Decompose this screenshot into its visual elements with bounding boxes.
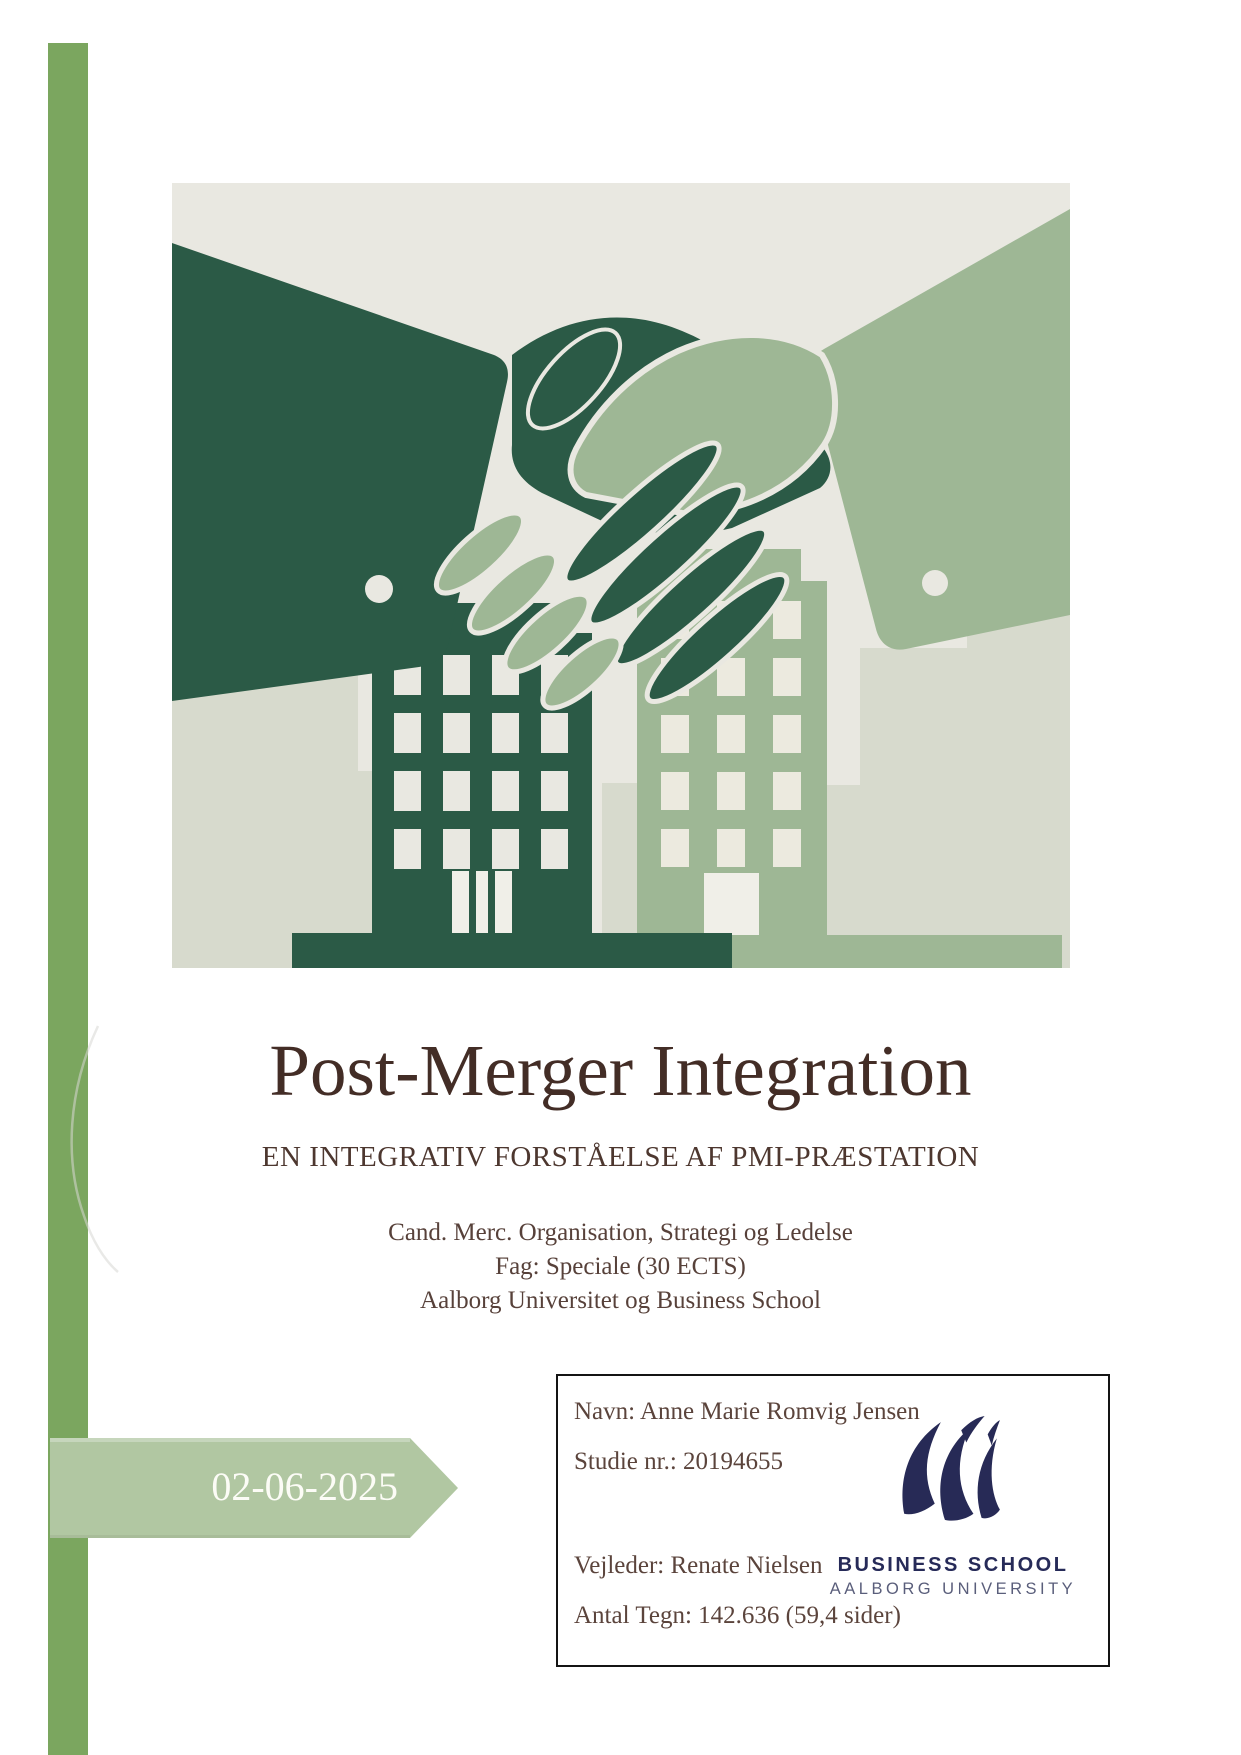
page-subtitle: EN INTEGRATIV FORSTÅELSE AF PMI-PRÆSTATION — [261, 1141, 980, 1173]
aau-logo-icon — [898, 1416, 1000, 1528]
date-banner — [50, 1438, 410, 1538]
program-line-3: Aalborg Universitet og Business School — [420, 1287, 821, 1314]
logo-text-aalborg-university: AALBORG UNIVERSITY — [829, 1580, 1077, 1598]
student-number: Studie nr.: 20194655 — [574, 1448, 784, 1475]
handshake-buildings-illustration — [172, 183, 1070, 968]
dark-plinth — [292, 933, 732, 968]
logo-text-business-school: BUSINESS SCHOOL — [837, 1554, 1069, 1576]
page-title: Post-Merger Integration — [269, 1030, 972, 1111]
program-line-1: Cand. Merc. Organisation, Strategi og Ledelse — [388, 1219, 853, 1246]
light-plinth — [732, 935, 1062, 968]
dark-cufflink — [365, 575, 393, 603]
author-info-box — [556, 1374, 1110, 1667]
program-info — [0, 1216, 1241, 1318]
program-line-2: Fag: Speciale (30 ECTS) — [495, 1253, 746, 1280]
author-name: Navn: Anne Marie Romvig Jensen — [574, 1398, 920, 1425]
character-count: Antal Tegn: 142.636 (59,4 sider) — [574, 1602, 901, 1629]
submission-date: 02-06-2025 — [211, 1464, 398, 1509]
light-cufflink — [922, 570, 948, 596]
supervisor: Vejleder: Renate Nielsen — [574, 1552, 823, 1579]
light-building-door — [704, 873, 759, 935]
dark-building-door — [452, 871, 512, 935]
